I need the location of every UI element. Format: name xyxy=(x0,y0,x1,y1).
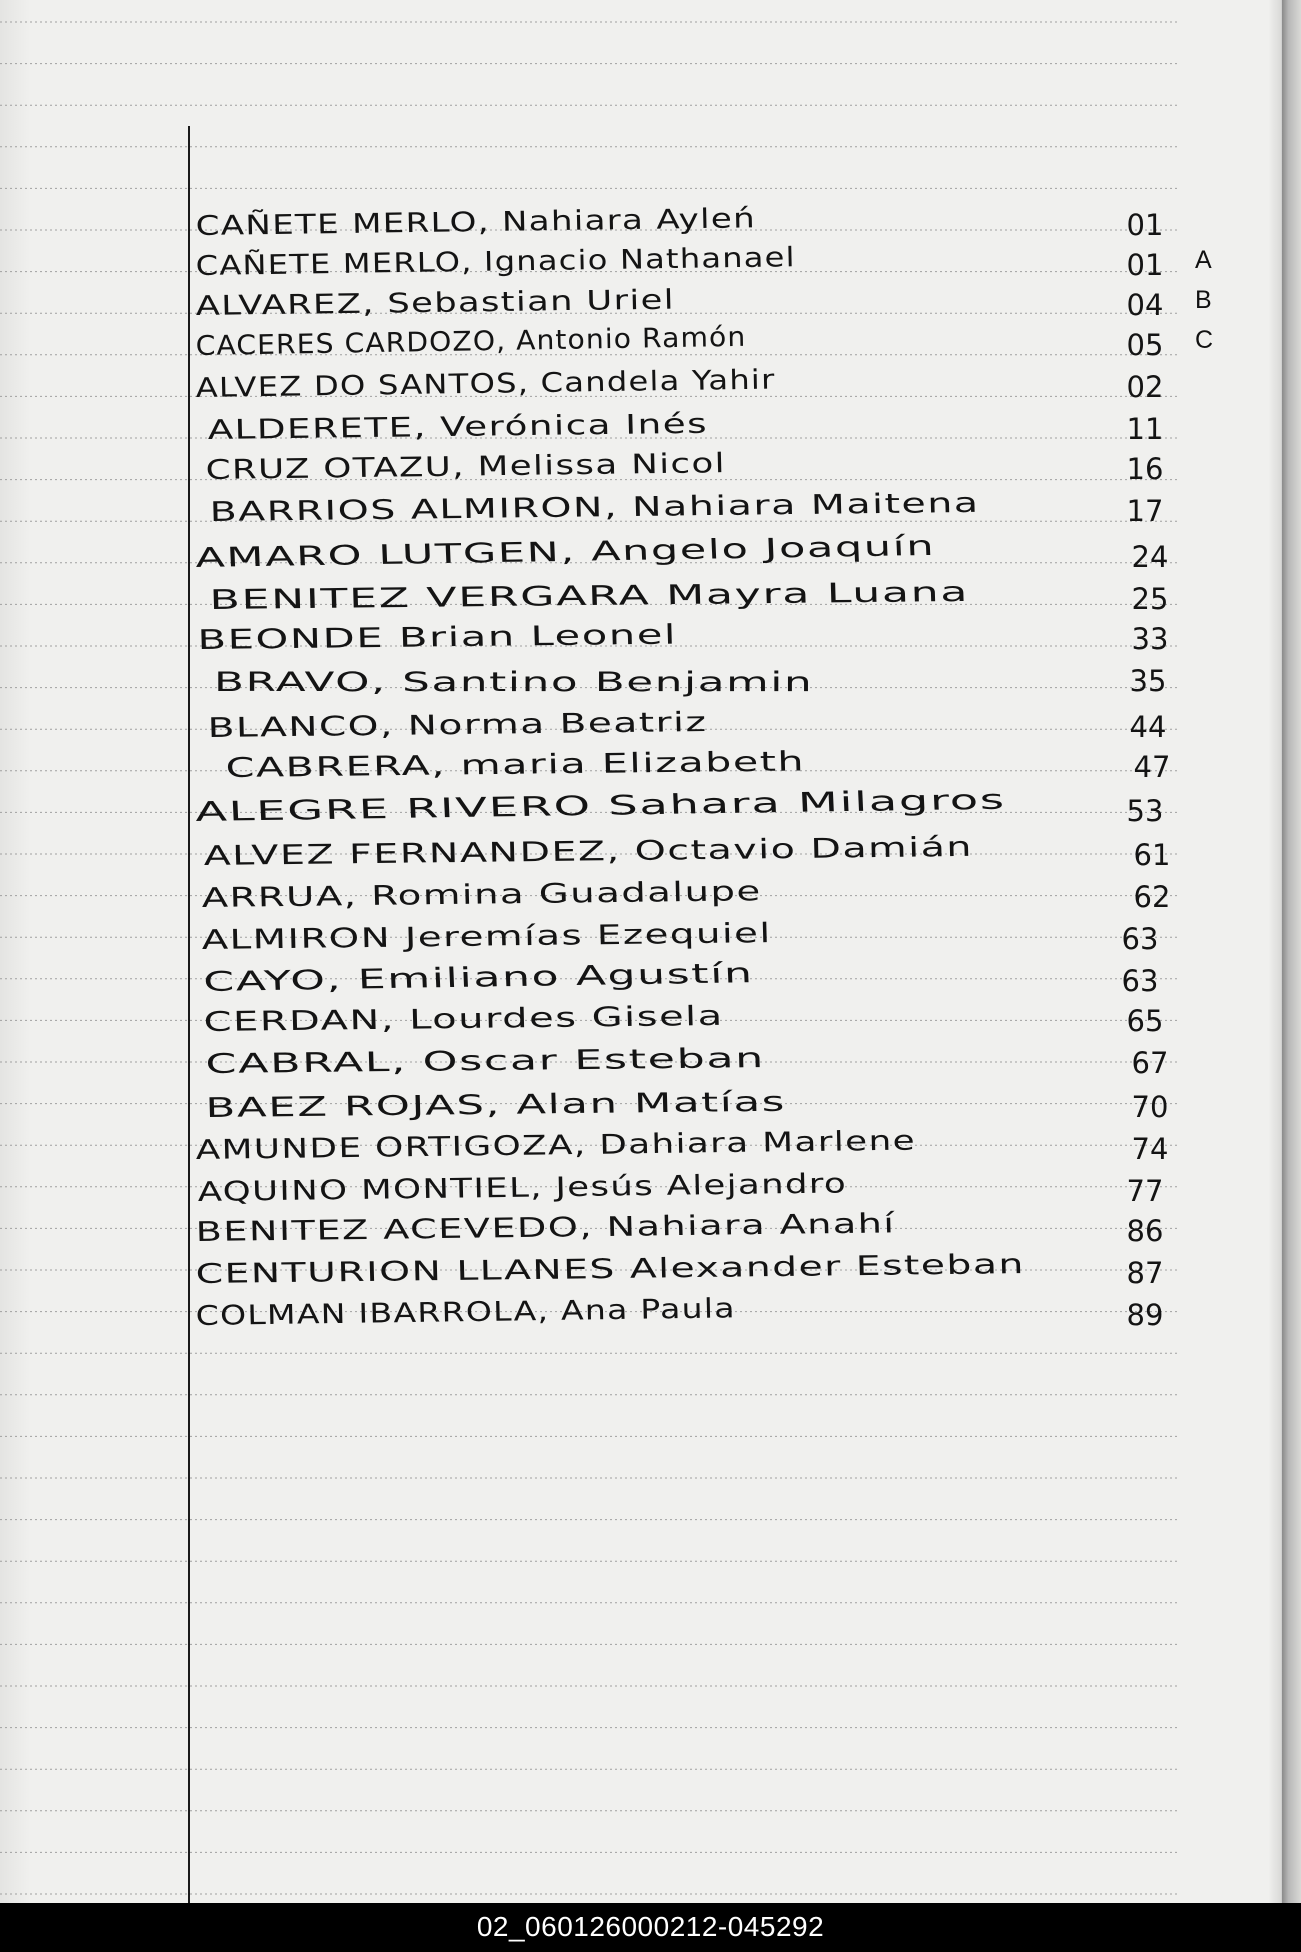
list-number: 74 xyxy=(1131,1132,1169,1166)
list-item xyxy=(196,662,1196,702)
student-name: CACERES CARDOZO, Antonio Ramón xyxy=(195,321,747,362)
list-item xyxy=(196,958,1196,1002)
list-number: 86 xyxy=(1126,1214,1164,1248)
list-number: 87 xyxy=(1126,1256,1164,1290)
student-name: ALEGRE RIVERO Sahara Milagros xyxy=(194,784,1007,828)
student-name: ARRUA, Romina Guadalupe xyxy=(201,876,763,914)
student-name: BRAVO, Santino Benjamin xyxy=(214,667,814,698)
list-item xyxy=(196,487,1196,532)
student-name: ALVEZ FERNANDEZ, Octavio Damián xyxy=(203,831,974,872)
student-name: CABRERA, maria Elizabeth xyxy=(225,746,806,784)
student-name: ALDERETE, Verónica Inés xyxy=(207,408,709,446)
student-name: AMUNDE ORTIGOZA, Dahiara Marlene xyxy=(195,1125,917,1166)
list-number: 25 xyxy=(1131,582,1169,616)
list-item xyxy=(195,364,1196,408)
list-number: 65 xyxy=(1126,1004,1164,1038)
list-item xyxy=(196,831,1196,876)
list-number: 62 xyxy=(1133,880,1171,914)
list-item xyxy=(196,576,1196,620)
student-name: CABRAL, Oscar Esteban xyxy=(205,1043,766,1080)
student-name: COLMAN IBARROLA, Ana Paula xyxy=(195,1293,737,1332)
list-number: 47 xyxy=(1133,750,1171,784)
list-number: 53 xyxy=(1126,794,1164,828)
student-name: ALVEZ DO SANTOS, Candela Yahir xyxy=(195,364,776,404)
list-number: 44 xyxy=(1129,710,1167,744)
list-item xyxy=(196,748,1196,788)
student-name: CERDAN, Lourdes Gisela xyxy=(203,1000,725,1038)
list-item xyxy=(196,620,1196,660)
student-name: BARRIOS ALMIRON, Nahiara Maitena xyxy=(209,487,980,528)
list-number: 70 xyxy=(1131,1090,1169,1124)
list-number: 04 xyxy=(1126,288,1164,322)
list-number: 63 xyxy=(1121,922,1159,956)
list-item xyxy=(195,1125,1196,1170)
list-item xyxy=(196,450,1196,490)
list-number: 16 xyxy=(1126,452,1164,486)
list-item xyxy=(195,1208,1196,1252)
student-name: CAÑETE MERLO, Ignacio Nathanael xyxy=(195,242,797,282)
list-item xyxy=(195,203,1196,246)
list-number: 01 xyxy=(1126,208,1164,242)
list-item xyxy=(195,1249,1196,1294)
list-item xyxy=(196,708,1196,748)
student-name: BEONDE Brian Leonel xyxy=(197,619,678,656)
student-name: CENTURION LLANES Alexander Esteban xyxy=(195,1249,1026,1290)
page-edge xyxy=(1282,0,1301,1903)
list-item xyxy=(196,920,1196,960)
list-number: 02 xyxy=(1126,370,1164,404)
list-number: 89 xyxy=(1126,1298,1164,1332)
student-name: CAÑETE MERLO, Nahiara Ayleń xyxy=(195,203,757,242)
list-number: 01 xyxy=(1126,248,1164,282)
student-name: ALVAREZ, Sebastian Uriel xyxy=(195,284,676,322)
list-item xyxy=(196,410,1196,450)
list-number: 11 xyxy=(1126,412,1164,446)
list-item xyxy=(195,1293,1196,1336)
list-item xyxy=(195,242,1196,286)
list-number: 35 xyxy=(1129,664,1167,698)
list-number: 61 xyxy=(1133,838,1171,872)
group-letter: B xyxy=(1195,286,1212,314)
list-number: 17 xyxy=(1126,494,1164,528)
student-name: BENITEZ ACEVEDO, Nahiara Anahí xyxy=(195,1208,896,1248)
scan-id-label: 02_060126000212-045292 xyxy=(476,1911,825,1942)
student-name: BENITEZ VERGARA Mayra Luana xyxy=(209,576,970,616)
list-item xyxy=(196,1088,1196,1128)
student-name: CAYO, Emiliano Agustín xyxy=(202,958,755,998)
list-number: 24 xyxy=(1131,540,1169,574)
student-name: ALMIRON Jeremías Ezequiel xyxy=(201,918,772,956)
list-number: 77 xyxy=(1126,1174,1164,1208)
list-number: 63 xyxy=(1121,964,1159,998)
student-name: BAEZ ROJAS, Alan Matías xyxy=(205,1086,787,1124)
list-item xyxy=(195,321,1196,366)
list-item xyxy=(196,1044,1196,1084)
group-letter: A xyxy=(1195,246,1212,274)
list-number: 05 xyxy=(1126,328,1164,362)
group-letter: C xyxy=(1195,326,1214,354)
student-name: BLANCO, Norma Beatriz xyxy=(207,706,708,744)
student-name: CRUZ OTAZU, Melissa Nicol xyxy=(205,448,727,486)
list-item xyxy=(196,1002,1196,1042)
list-number: 33 xyxy=(1131,622,1169,656)
list-number: 67 xyxy=(1131,1046,1169,1080)
list-item xyxy=(196,878,1196,918)
list-item xyxy=(196,286,1196,326)
student-name: AQUINO MONTIEL, Jesús Alejandro xyxy=(197,1168,848,1208)
student-name: AMARO LUTGEN, Angelo Joaquín xyxy=(194,530,936,574)
list-item xyxy=(194,784,1196,832)
list-item xyxy=(194,530,1196,578)
list-item xyxy=(196,1168,1196,1212)
